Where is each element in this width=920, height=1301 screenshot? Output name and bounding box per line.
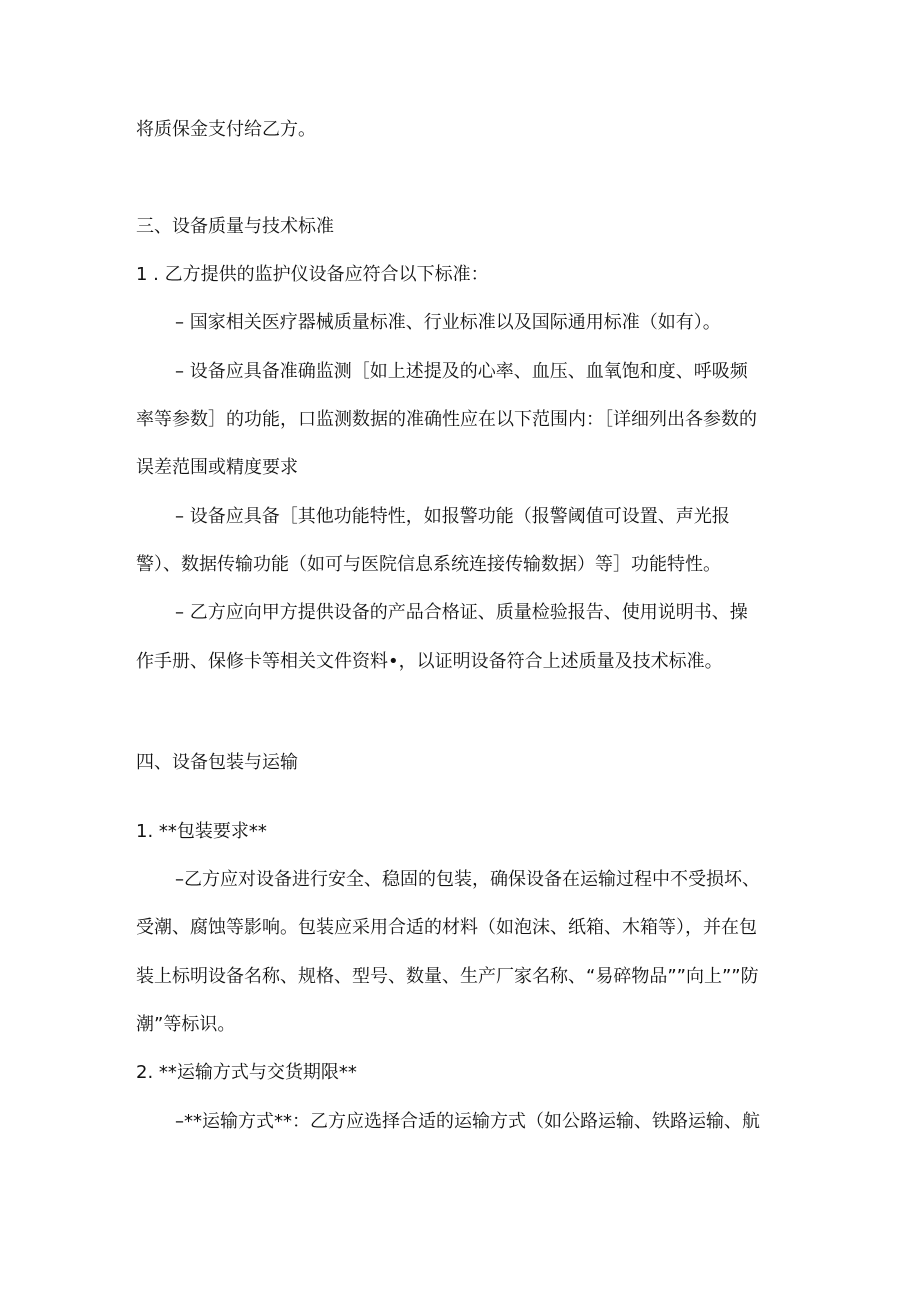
bullet-documents-line1: – 乙方应向甲方提供设备的产品合格证、质量检验报告、使用说明书、操: [175, 602, 748, 623]
bullet-features-line1: – 设备应具备［其他功能特性，如报警功能（报警阈值可设置、声光报: [175, 506, 730, 527]
bullet-national-standards: – 国家相关医疗器械质量标准、行业标准以及国际通用标准（如有）。: [175, 312, 721, 333]
list-item-transport-title: 2. **运输方式与交货期限**: [136, 1062, 357, 1083]
packaging-line4: 潮”等标识。: [136, 1014, 236, 1035]
packaging-line3: 装上标明设备名称、规格、型号、数量、生产厂家名称、“易碎物品””向上””防: [136, 966, 759, 987]
list-item-standards: 1 . 乙方提供的监护仪设备应符合以下标准：: [136, 264, 489, 285]
bullet-monitoring-line2: 率等参数］的功能，口监测数据的准确性应在以下范围内：［详细列出各参数的: [136, 409, 757, 430]
packaging-line2: 受潮、腐蚀等影响。包装应采用合适的材料（如泡沫、纸箱、木箱等），并在包: [136, 917, 757, 938]
section-heading-packaging: 四、设备包装与运输: [136, 752, 298, 773]
transport-line1: –**运输方式**：乙方应选择合适的运输方式（如公路运输、铁路运输、航: [175, 1111, 760, 1132]
packaging-line1: –乙方应对设备进行安全、稳固的包装，确保设备在运输过程中不受损坏、: [175, 869, 760, 890]
bullet-monitoring-line1: – 设备应具备准确监测［如上述提及的心率、血压、血氧饱和度、呼吸频: [175, 361, 748, 382]
bullet-monitoring-line3: 误差范围或精度要求: [136, 457, 298, 478]
paragraph-intro-tail: 将质保金支付给乙方。: [136, 119, 316, 140]
bullet-documents-line2: 作手册、保修卡等相关文件资料•，以证明设备符合上述质量及技术标准。: [136, 651, 723, 672]
section-heading-quality: 三、设备质量与技术标准: [136, 216, 334, 237]
bullet-features-line2: 警）、数据传输功能（如可与医院信息系统连接传输数据）等］功能特性。: [136, 554, 721, 575]
list-item-packaging-title: 1. **包装要求**: [136, 821, 267, 842]
